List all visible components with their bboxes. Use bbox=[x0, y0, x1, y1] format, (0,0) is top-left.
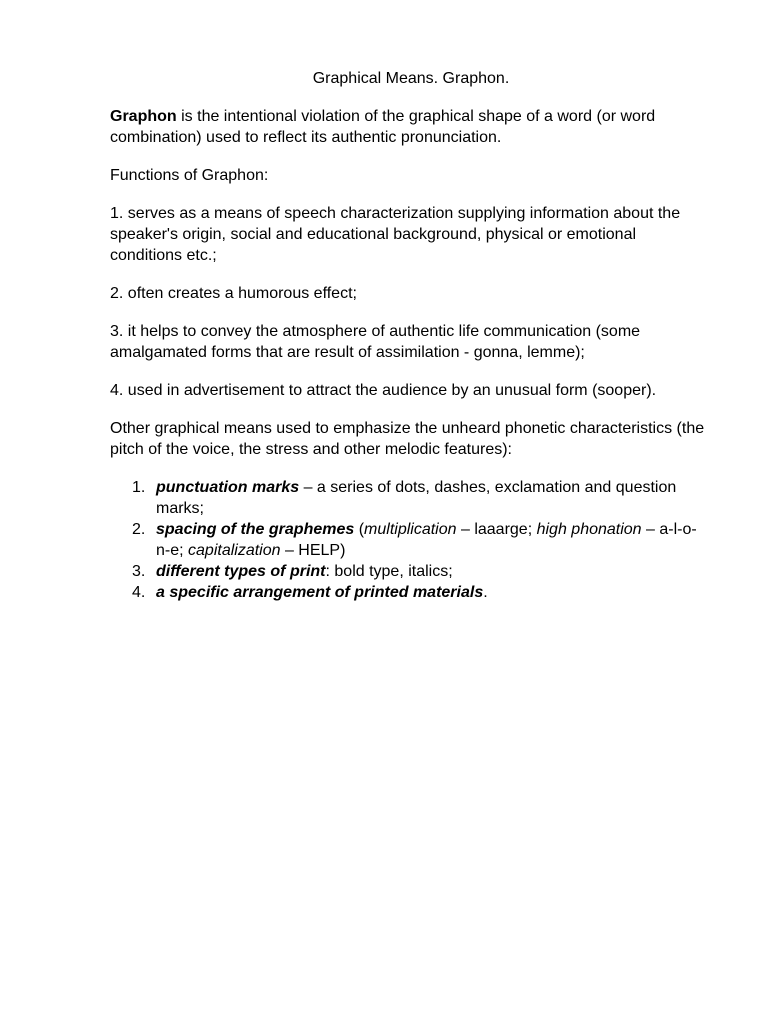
means-description: – a-l-o-n-e; bbox=[156, 521, 697, 559]
list-item bbox=[110, 519, 710, 561]
means-description: : bold type, italics; bbox=[325, 563, 453, 580]
graphical-means-list bbox=[110, 477, 710, 603]
definition-text: is the intentional violation of the graphical shape of a word (or word combination) used to reflect its authentic pronunciation. bbox=[110, 108, 656, 146]
definition-term: Graphon bbox=[110, 108, 177, 125]
document-title: Graphical Means. Graphon. bbox=[312, 70, 510, 87]
list-item bbox=[110, 582, 710, 603]
means-subterm: multiplication bbox=[364, 521, 457, 538]
list-number: 2. bbox=[132, 521, 146, 538]
list-number: 4. bbox=[132, 584, 146, 601]
graphon-definition bbox=[110, 106, 710, 148]
means-description: ( bbox=[354, 521, 365, 538]
means-description: – HELP) bbox=[280, 542, 346, 559]
means-description: . bbox=[483, 584, 488, 601]
list-item bbox=[110, 561, 710, 582]
means-description: – laaarge; bbox=[456, 521, 537, 538]
means-description: – a series of dots, dashes, exclamation and question marks; bbox=[156, 479, 677, 517]
other-means-intro: Other graphical means used to emphasize the unheard phonetic characteristics (the pitch of the voice, the stress and other melodic features): bbox=[110, 420, 705, 458]
list-item bbox=[110, 477, 710, 519]
means-term: spacing of the graphemes bbox=[156, 521, 355, 538]
function-item: 2. often creates a humorous effect; bbox=[110, 285, 357, 302]
means-term: a specific arrangement of printed materials bbox=[156, 584, 484, 601]
means-term: different types of print bbox=[156, 563, 326, 580]
document-page bbox=[110, 68, 710, 603]
means-subterm: capitalization bbox=[188, 542, 281, 559]
functions-heading: Functions of Graphon: bbox=[110, 167, 269, 184]
function-item: 4. used in advertisement to attract the audience by an unusual form (sooper). bbox=[110, 382, 657, 399]
list-number: 3. bbox=[132, 563, 146, 580]
means-subterm: high phonation bbox=[536, 521, 642, 538]
list-number: 1. bbox=[132, 479, 146, 496]
function-item: 1. serves as a means of speech characterization supplying information about the speaker's origin, social and educational background, physical or emotional conditions etc.; bbox=[110, 205, 681, 264]
function-item: 3. it helps to convey the atmosphere of authentic life communication (some amalgamated forms that are result of assimilation - gonna, lemme); bbox=[110, 323, 641, 361]
means-term: punctuation marks bbox=[156, 479, 300, 496]
